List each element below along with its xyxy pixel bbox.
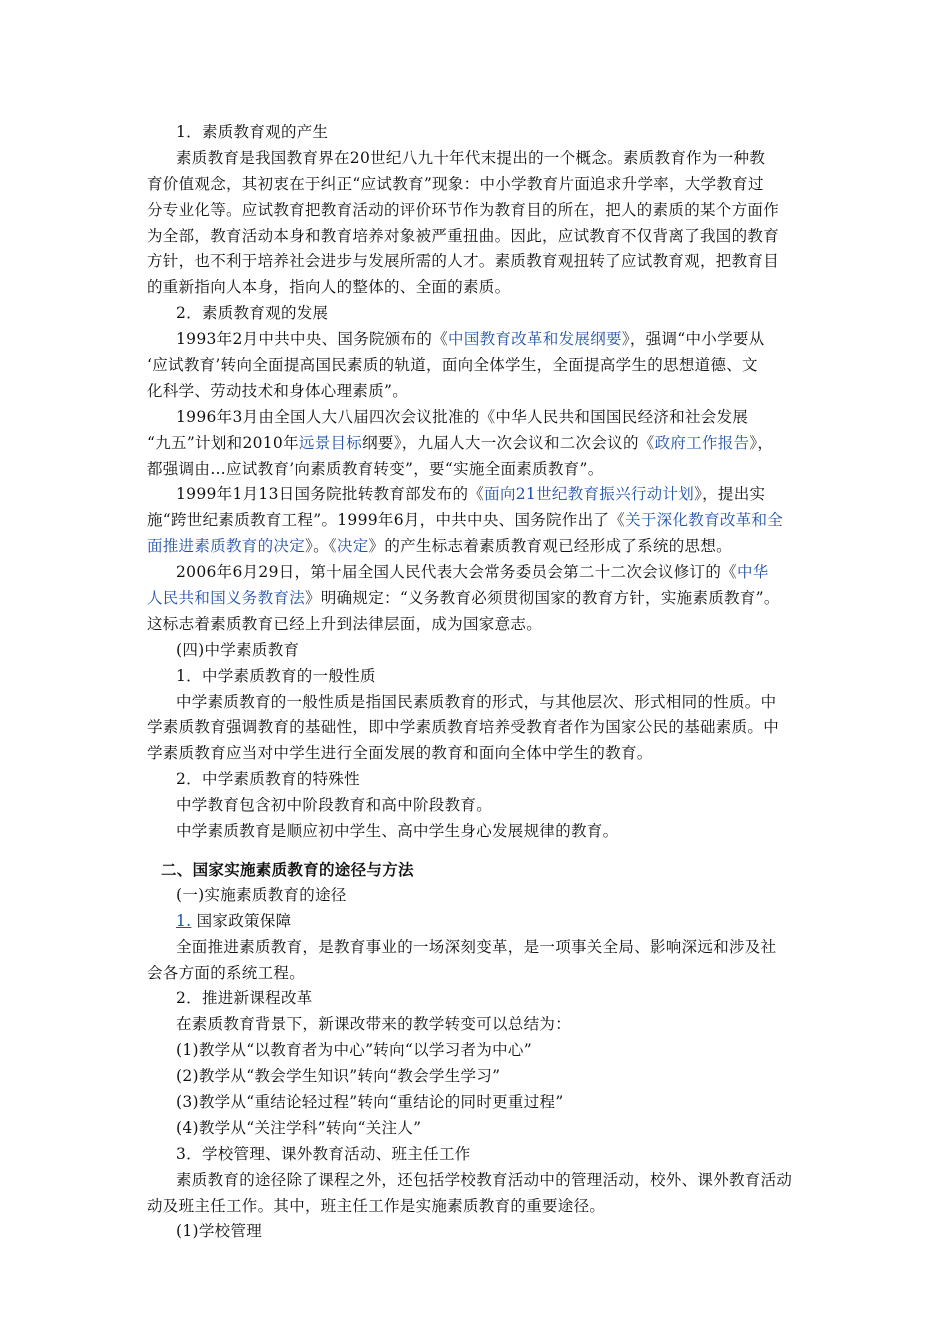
text-line [147, 431, 812, 457]
text-line [147, 793, 812, 819]
text-line [147, 741, 812, 767]
text-run: 纲要》，九届人大一次会议和二次会议的《 [362, 433, 655, 452]
text-line [147, 249, 812, 275]
text-run: 素质教育是我国教育界在20世纪八九十年代末提出的一个概念。素质教育作为一种教 [176, 148, 766, 167]
text-run: 这标志着素质教育已经上升到法律层面，成为国家意志。 [147, 614, 543, 633]
text-line [147, 327, 812, 353]
text-run: 》，强调“中小学要从 [621, 330, 765, 349]
text-line [147, 301, 812, 327]
text-run: ‘应试教育’转向全面提高国民素质的轨道，面向全体学生，全面提高学生的思想道德、文 [147, 356, 758, 375]
section-gap [147, 845, 812, 857]
document-link[interactable]: 中华 [736, 563, 769, 582]
text-run: 》的产生标志着素质教育观已经形成了系统的思想。 [368, 537, 732, 556]
text-line [147, 1064, 812, 1090]
text-line [147, 767, 812, 793]
document-link[interactable]: 决定 [336, 537, 369, 556]
text-run: 化科学、劳动技术和身体心理素质”。 [147, 381, 409, 400]
text-line [147, 1038, 812, 1064]
text-run: 动及班主任工作。其中，班主任工作是实施素质教育的重要途径。 [147, 1196, 606, 1215]
text-line [147, 935, 812, 961]
text-run: (4)教学从“关注学科”转向“关注人” [176, 1118, 422, 1137]
text-line [147, 1090, 812, 1116]
text-run: 为全部，教育活动本身和教育培养对象被严重扭曲。因此，应试教育不仅背离了我国的教育 [147, 226, 780, 245]
text-line [147, 961, 812, 987]
text-run: 的重新指向人本身，指向人的整体的、全面的素质。 [147, 278, 511, 297]
text-run: 中学素质教育是顺应初中学生、高中学生身心发展规律的教育。 [176, 822, 619, 841]
text-run: 施“跨世纪素质教育工程”。1999年6月，中共中央、国务院作出了《 [147, 511, 626, 530]
text-run: 1999年1月13日国务院批转教育部发布的《 [176, 485, 485, 504]
text-line [147, 353, 812, 379]
text-line [147, 120, 812, 146]
text-line [147, 508, 812, 534]
text-run: 1．中学素质教育的一般性质 [176, 666, 376, 685]
text-line [147, 883, 812, 909]
text-line [147, 405, 812, 431]
text-line [147, 1116, 812, 1142]
text-line [147, 534, 812, 560]
text-run: 1993年2月中共中央、国务院颁布的《 [176, 330, 449, 349]
section-heading [147, 857, 812, 883]
text-line [147, 172, 812, 198]
text-run: 中学教育包含初中阶段教育和高中阶段教育。 [176, 796, 493, 815]
text-run: (1)教学从“以教育者为中心”转向“以学习者为中心” [176, 1041, 532, 1060]
list-number-link[interactable]: 1. [176, 911, 192, 930]
text-run: (3)教学从“重结论轻过程”转向“重结论的同时更重过程” [176, 1092, 564, 1111]
text-run: “九五”计划和2010年 [147, 433, 299, 452]
text-line [147, 198, 812, 224]
text-line [147, 224, 812, 250]
text-run: 育价值观念，其初衷在于纠正“应试教育”现象：中小学教育片面追求升学率，大学教育过 [147, 174, 764, 193]
text-run: 学素质教育应当对中学生进行全面发展的教育和面向全体中学生的教育。 [147, 744, 653, 763]
document-link[interactable]: 人民共和国义务教育法 [147, 589, 306, 608]
text-run: 分专业化等。应试教育把教育活动的评价环节作为教育目的所在，把人的素质的某个方面作 [147, 200, 780, 219]
text-line [147, 379, 812, 405]
text-run: 中学素质教育的一般性质是指国民素质教育的形式，与其他层次、形式相同的性质。中 [176, 692, 777, 711]
document-link[interactable]: 关于深化教育改革和全 [625, 511, 784, 530]
text-run: 都强调由…应试教育’向素质教育转变”，要“实施全面素质教育”。 [147, 459, 604, 478]
text-run: 二、国家实施素质教育的途径与方法 [161, 859, 414, 879]
text-run: 会各方面的系统工程。 [147, 963, 306, 982]
text-line [147, 690, 812, 716]
text-run: 全面推进素质教育，是教育事业的一场深刻变革，是一项事关全局、影响深远和涉及社 [176, 937, 777, 956]
text-run: 在素质教育背景下，新课改带来的教学转变可以总结为： [176, 1015, 572, 1034]
text-run: 2．素质教育观的发展 [176, 304, 329, 323]
text-line [147, 1168, 812, 1194]
text-line [147, 586, 812, 612]
text-run: 》，提出实 [694, 485, 766, 504]
text-run: (一)实施素质教育的途径 [176, 885, 347, 904]
text-line [147, 664, 812, 690]
text-line [147, 638, 812, 664]
text-line [147, 715, 812, 741]
text-line [147, 1219, 812, 1245]
text-run: (1)学校管理 [176, 1222, 263, 1241]
text-line [147, 457, 812, 483]
text-line [147, 612, 812, 638]
document-link[interactable]: 面向21世纪教育振兴行动计划 [484, 485, 695, 504]
text-line [147, 275, 812, 301]
text-run: 2006年6月29日，第十届全国人民代表大会常务委员会第二十二次会议修订的《 [176, 563, 737, 582]
document-body [147, 120, 812, 1245]
text-line [147, 482, 812, 508]
text-line [147, 1142, 812, 1168]
text-run: 国家政策保障 [191, 911, 292, 930]
text-line [147, 146, 812, 172]
document-link[interactable]: 中国教育改革和发展纲要 [448, 330, 622, 349]
text-run: 3．学校管理、课外教育活动、班主任工作 [176, 1144, 471, 1163]
text-line [147, 1194, 812, 1220]
text-run: 》， [749, 433, 774, 452]
text-run: 》明确规定：“义务教育必须贯彻国家的教育方针，实施素质教育”。 [305, 589, 780, 608]
text-line [147, 560, 812, 586]
text-run: 》。《 [305, 537, 337, 556]
text-run: (四)中学素质教育 [176, 640, 300, 659]
text-run: 2．推进新课程改革 [176, 989, 313, 1008]
document-link[interactable]: 政府工作报告 [654, 433, 750, 452]
text-line [147, 1012, 812, 1038]
text-run: 2．中学素质教育的特殊性 [176, 770, 360, 789]
text-line [147, 819, 812, 845]
text-run: 素质教育的途径除了课程之外，还包括学校教育活动中的管理活动，校外、课外教育活动 [176, 1170, 793, 1189]
document-link[interactable]: 远景目标 [298, 433, 363, 452]
text-run: 方针，也不利于培养社会进步与发展所需的人才。素质教育观扭转了应试教育观，把教育目 [147, 252, 780, 271]
text-line [147, 909, 812, 935]
document-link[interactable]: 面推进素质教育的决定 [147, 537, 306, 556]
text-run: 学素质教育强调教育的基础性，即中学素质教育培养受教育者作为国家公民的基础素质。中 [147, 718, 780, 737]
text-line [147, 986, 812, 1012]
text-run: 1996年3月由全国人大八届四次会议批准的《中华人民共和国国民经济和社会发展 [176, 407, 749, 426]
text-run: 1．素质教育观的产生 [176, 123, 329, 141]
text-run: (2)教学从“教会学生知识”转向“教会学生学习” [176, 1067, 501, 1086]
